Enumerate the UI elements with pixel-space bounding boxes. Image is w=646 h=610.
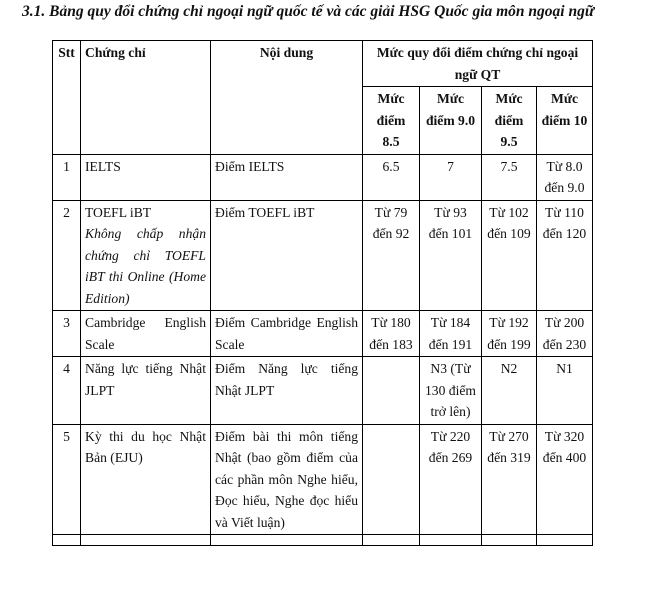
row-content: Điểm TOEFL iBT <box>211 200 363 311</box>
certificate-name: Cambridge English Scale <box>85 315 206 352</box>
table-row-partial <box>53 535 593 546</box>
row-content: Điểm IELTS <box>211 154 363 200</box>
row-value-9-5: N2 <box>482 357 537 425</box>
row-value-10: Từ 8.0 đến 9.0 <box>537 154 593 200</box>
row-value-8-5 <box>363 357 420 425</box>
certificate-name: Năng lực tiếng Nhật JLPT <box>85 361 206 398</box>
section-heading: 3.1. Bảng quy đổi chứng chỉ ngoại ngữ quốc tế và các giải HSG Quốc gia môn ngoại ngữ <box>22 3 595 20</box>
table-row <box>53 357 593 425</box>
header-content: Nội dung <box>211 41 363 155</box>
row-value-8-5 <box>363 424 420 535</box>
row-value-9-0: Từ 220 đến 269 <box>420 424 482 535</box>
header-level-9-5: Mức điểm 9.5 <box>482 87 537 155</box>
row-content: Điểm Năng lực tiếng Nhật JLPT <box>211 357 363 425</box>
row-value-9-0: Từ 93 đến 101 <box>420 200 482 311</box>
row-stt: 1 <box>53 154 81 200</box>
row-value-8-5: Từ 180 đến 183 <box>363 311 420 357</box>
table-row <box>53 311 593 357</box>
row-content: Điểm bài thi môn tiếng Nhật (bao gồm điểm của các phần môn Nghe hiểu, Đọc hiểu, Nghe đọc hiểu và Viết luận) <box>211 424 363 535</box>
certificate-name: IELTS <box>85 158 121 174</box>
table-row <box>53 424 593 535</box>
row-value-9-0: Từ 184 đến 191 <box>420 311 482 357</box>
row-value-9-5: 7.5 <box>482 154 537 200</box>
row-certificate <box>81 357 211 425</box>
certificate-note: Không chấp nhận chứng chỉ TOEFL iBT thi Online (Home Edition) <box>85 226 206 306</box>
row-value-8-5: 6.5 <box>363 154 420 200</box>
row-value-9-0: N3 (Từ 130 điểm trở lên) <box>420 357 482 425</box>
row-certificate <box>81 154 211 200</box>
header-level-9-0: Mức điểm 9.0 <box>420 87 482 155</box>
header-row-top <box>53 41 593 87</box>
certificate-name: Kỳ thi du học Nhật Bản (EJU) <box>85 428 206 465</box>
row-value-9-5: Từ 270 đến 319 <box>482 424 537 535</box>
header-conversion-group: Mức quy đổi điểm chứng chỉ ngoại ngữ QT <box>363 41 593 87</box>
row-stt: 4 <box>53 357 81 425</box>
row-certificate <box>81 424 211 535</box>
row-value-10: Từ 200 đến 230 <box>537 311 593 357</box>
header-level-10: Mức điểm 10 <box>537 87 593 155</box>
table-row <box>53 154 593 200</box>
row-value-9-5: Từ 192 đến 199 <box>482 311 537 357</box>
row-value-8-5: Từ 79 đến 92 <box>363 200 420 311</box>
row-certificate <box>81 200 211 311</box>
table-row <box>53 200 593 311</box>
row-stt: 5 <box>53 424 81 535</box>
header-certificate: Chứng chỉ <box>81 41 211 155</box>
row-value-9-0: 7 <box>420 154 482 200</box>
conversion-table <box>52 40 593 546</box>
header-stt: Stt <box>53 41 81 155</box>
row-value-10: Từ 320 đến 400 <box>537 424 593 535</box>
row-value-9-5: Từ 102 đến 109 <box>482 200 537 311</box>
certificate-name: TOEFL iBT <box>85 204 152 220</box>
header-level-8-5: Mức điểm 8.5 <box>363 87 420 155</box>
row-content: Điểm Cambridge English Scale <box>211 311 363 357</box>
row-certificate <box>81 311 211 357</box>
row-value-10: N1 <box>537 357 593 425</box>
row-stt: 3 <box>53 311 81 357</box>
row-stt: 2 <box>53 200 81 311</box>
row-value-10: Từ 110 đến 120 <box>537 200 593 311</box>
